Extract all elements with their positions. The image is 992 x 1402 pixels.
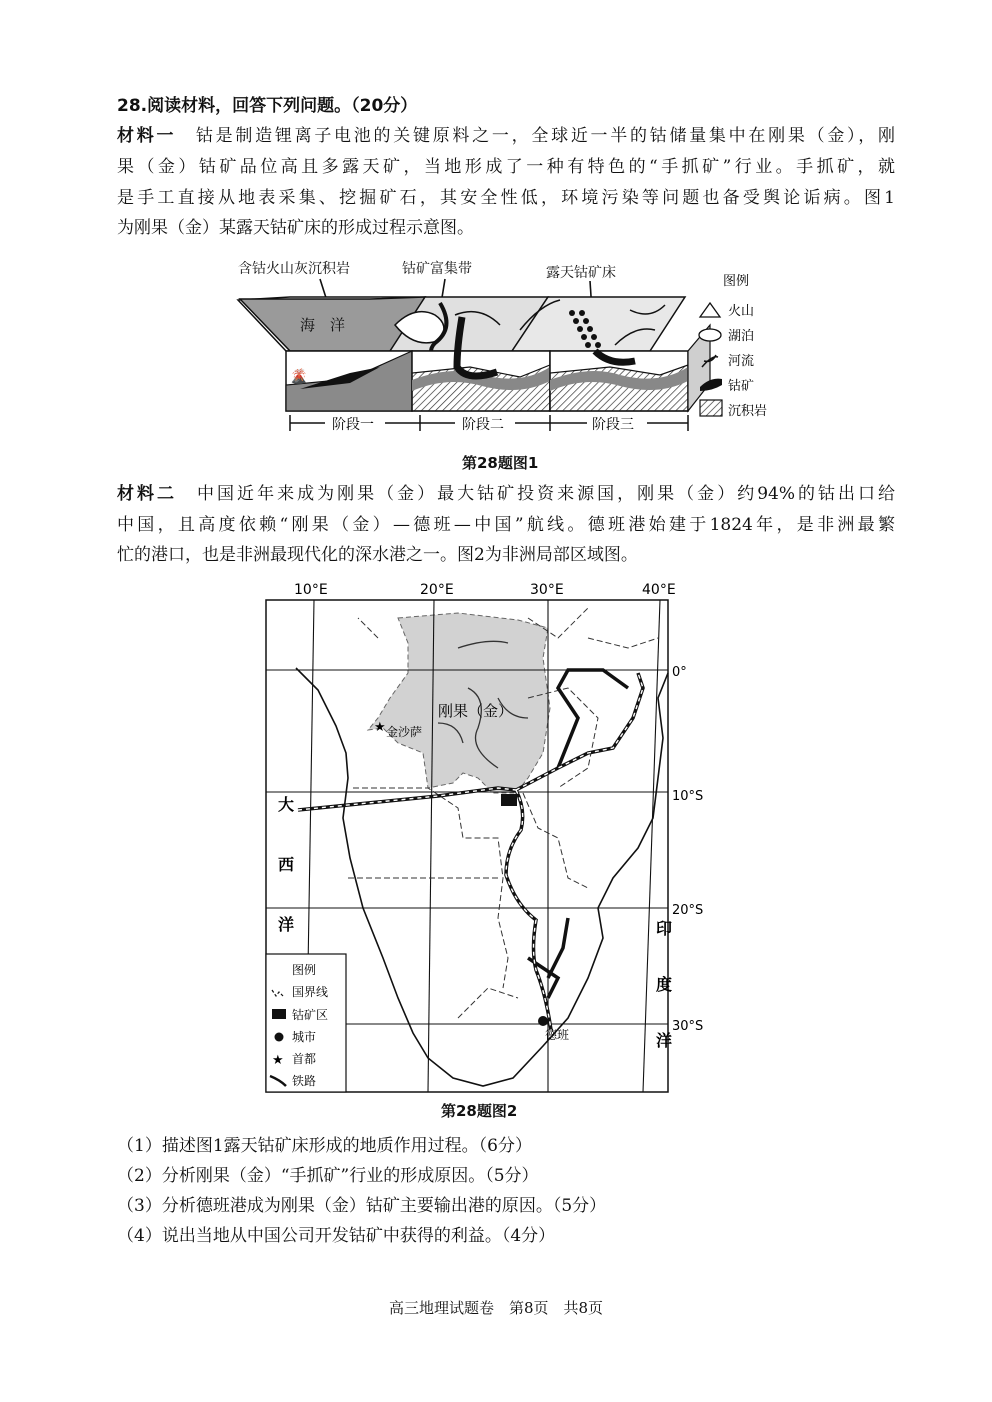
figure1-legend-sediment: 沉积岩 (728, 404, 768, 419)
subquestion-3: （3）分析德班港成为刚果（金）钴矿主要输出港的原因。（5分） (117, 1196, 607, 1216)
material2-line-1: 材料二 中国近年来成为刚果（金）最大钴矿投资来源国，刚果（金）约94%的钴出口给 (117, 484, 896, 504)
figure1-legend-lake: 湖泊 (728, 329, 755, 344)
figure2-legend-title: 图例 (292, 963, 317, 977)
subquestion-2: （2）分析刚果（金）“手抓矿”行业的形成原因。（5分） (117, 1166, 539, 1186)
lon-10e: 10°E (294, 582, 328, 598)
figure2-legend-mine: 钴矿区 (292, 1008, 329, 1022)
lat-0: 0° (672, 665, 687, 680)
figure1-legend-cobalt: 钴矿 (728, 379, 755, 394)
subquestion-1: （1）描述图1露天钴矿床形成的地质作用过程。（6分） (117, 1136, 532, 1156)
stage-1: 阶段一 (332, 417, 374, 433)
material2-line-3: 忙的港口，也是非洲最现代化的深水港之一。图2为非洲局部区域图。 (117, 545, 638, 565)
figure2-legend-capital: 首都 (292, 1052, 317, 1066)
material1-line-4: 为刚果（金）某露天钴矿床的形成过程示意图。 (117, 218, 474, 238)
capital-label: 金沙萨 (386, 725, 423, 739)
lat-20s: 20°S (672, 903, 704, 918)
stage-2: 阶段二 (462, 417, 504, 433)
figure2-legend-railway: 铁路 (292, 1074, 317, 1088)
lat-30s: 30°S (672, 1019, 704, 1034)
figure1-diagram (230, 255, 790, 440)
question-title: 28.阅读材料，回答下列问题。（20分） (117, 96, 418, 116)
indian-3: 洋 (656, 1031, 673, 1050)
lon-40e: 40°E (642, 582, 676, 598)
atlantic-2: 西 (278, 855, 295, 874)
svg-text:★: ★ (272, 1053, 284, 1068)
label-ocean: 海 洋 (300, 316, 346, 334)
figure1-legend-volcano: 火山 (728, 304, 755, 319)
subquestion-4: （4）说出当地从中国公司开发钴矿中获得的利益。（4分） (117, 1226, 556, 1246)
material1-line-2: 果（金）钴矿品位高且多露天矿，当地形成了一种有特色的“手抓矿”行业。手抓矿，就 (117, 157, 895, 177)
material1-label: 材料一 (117, 126, 177, 146)
material2-line-2: 中国，且高度依赖“刚果（金）—德班—中国”航线。德班港始建于1824年，是非洲最繁 (117, 515, 895, 535)
figure2-legend-border: 国界线 (292, 985, 329, 999)
cobalt-mining-area (501, 794, 517, 806)
figure1-legend-river: 河流 (728, 354, 755, 369)
label-open-pit: 露天钴矿床 (546, 265, 616, 281)
figure1-caption: 第28题图1 (462, 454, 539, 472)
durban-city-icon (538, 1016, 548, 1026)
lat-10s: 10°S (672, 789, 704, 804)
material1-line-3: 是手工直接从地表采集、挖掘矿石，其安全性低，环境污染等问题也备受舆论诟病。图1 (117, 188, 895, 208)
stage-3: 阶段三 (592, 417, 634, 433)
page-footer: 高三地理试题卷 第8页 共8页 (388, 1299, 604, 1317)
indian-2: 度 (656, 975, 673, 994)
material1-line-1: 材料一 钴是制造锂离子电池的关键原料之一，全球近一半的钴储量集中在刚果（金），刚 (117, 126, 896, 146)
svg-text:🌋: 🌋 (290, 369, 308, 385)
capital-star-icon: ★ (374, 720, 386, 735)
figure2-caption: 第28题图2 (441, 1102, 518, 1120)
label-enrichment: 钴矿富集带 (402, 261, 472, 277)
figure1-legend-title: 图例 (723, 274, 750, 289)
indian-1: 印 (656, 919, 673, 938)
lon-30e: 30°E (530, 582, 564, 598)
atlantic-3: 洋 (278, 915, 295, 934)
lon-20e: 20°E (420, 582, 454, 598)
material2-label: 材料二 (117, 484, 178, 504)
figure2-map (258, 578, 718, 1098)
label-cobalt-ash: 含钴火山灰沉积岩 (238, 261, 350, 277)
country-label: 刚果（金） (438, 702, 514, 720)
figure2-legend-city: 城市 (292, 1030, 317, 1044)
durban-label: 德班 (545, 1028, 570, 1042)
atlantic-1: 大 (278, 795, 295, 814)
